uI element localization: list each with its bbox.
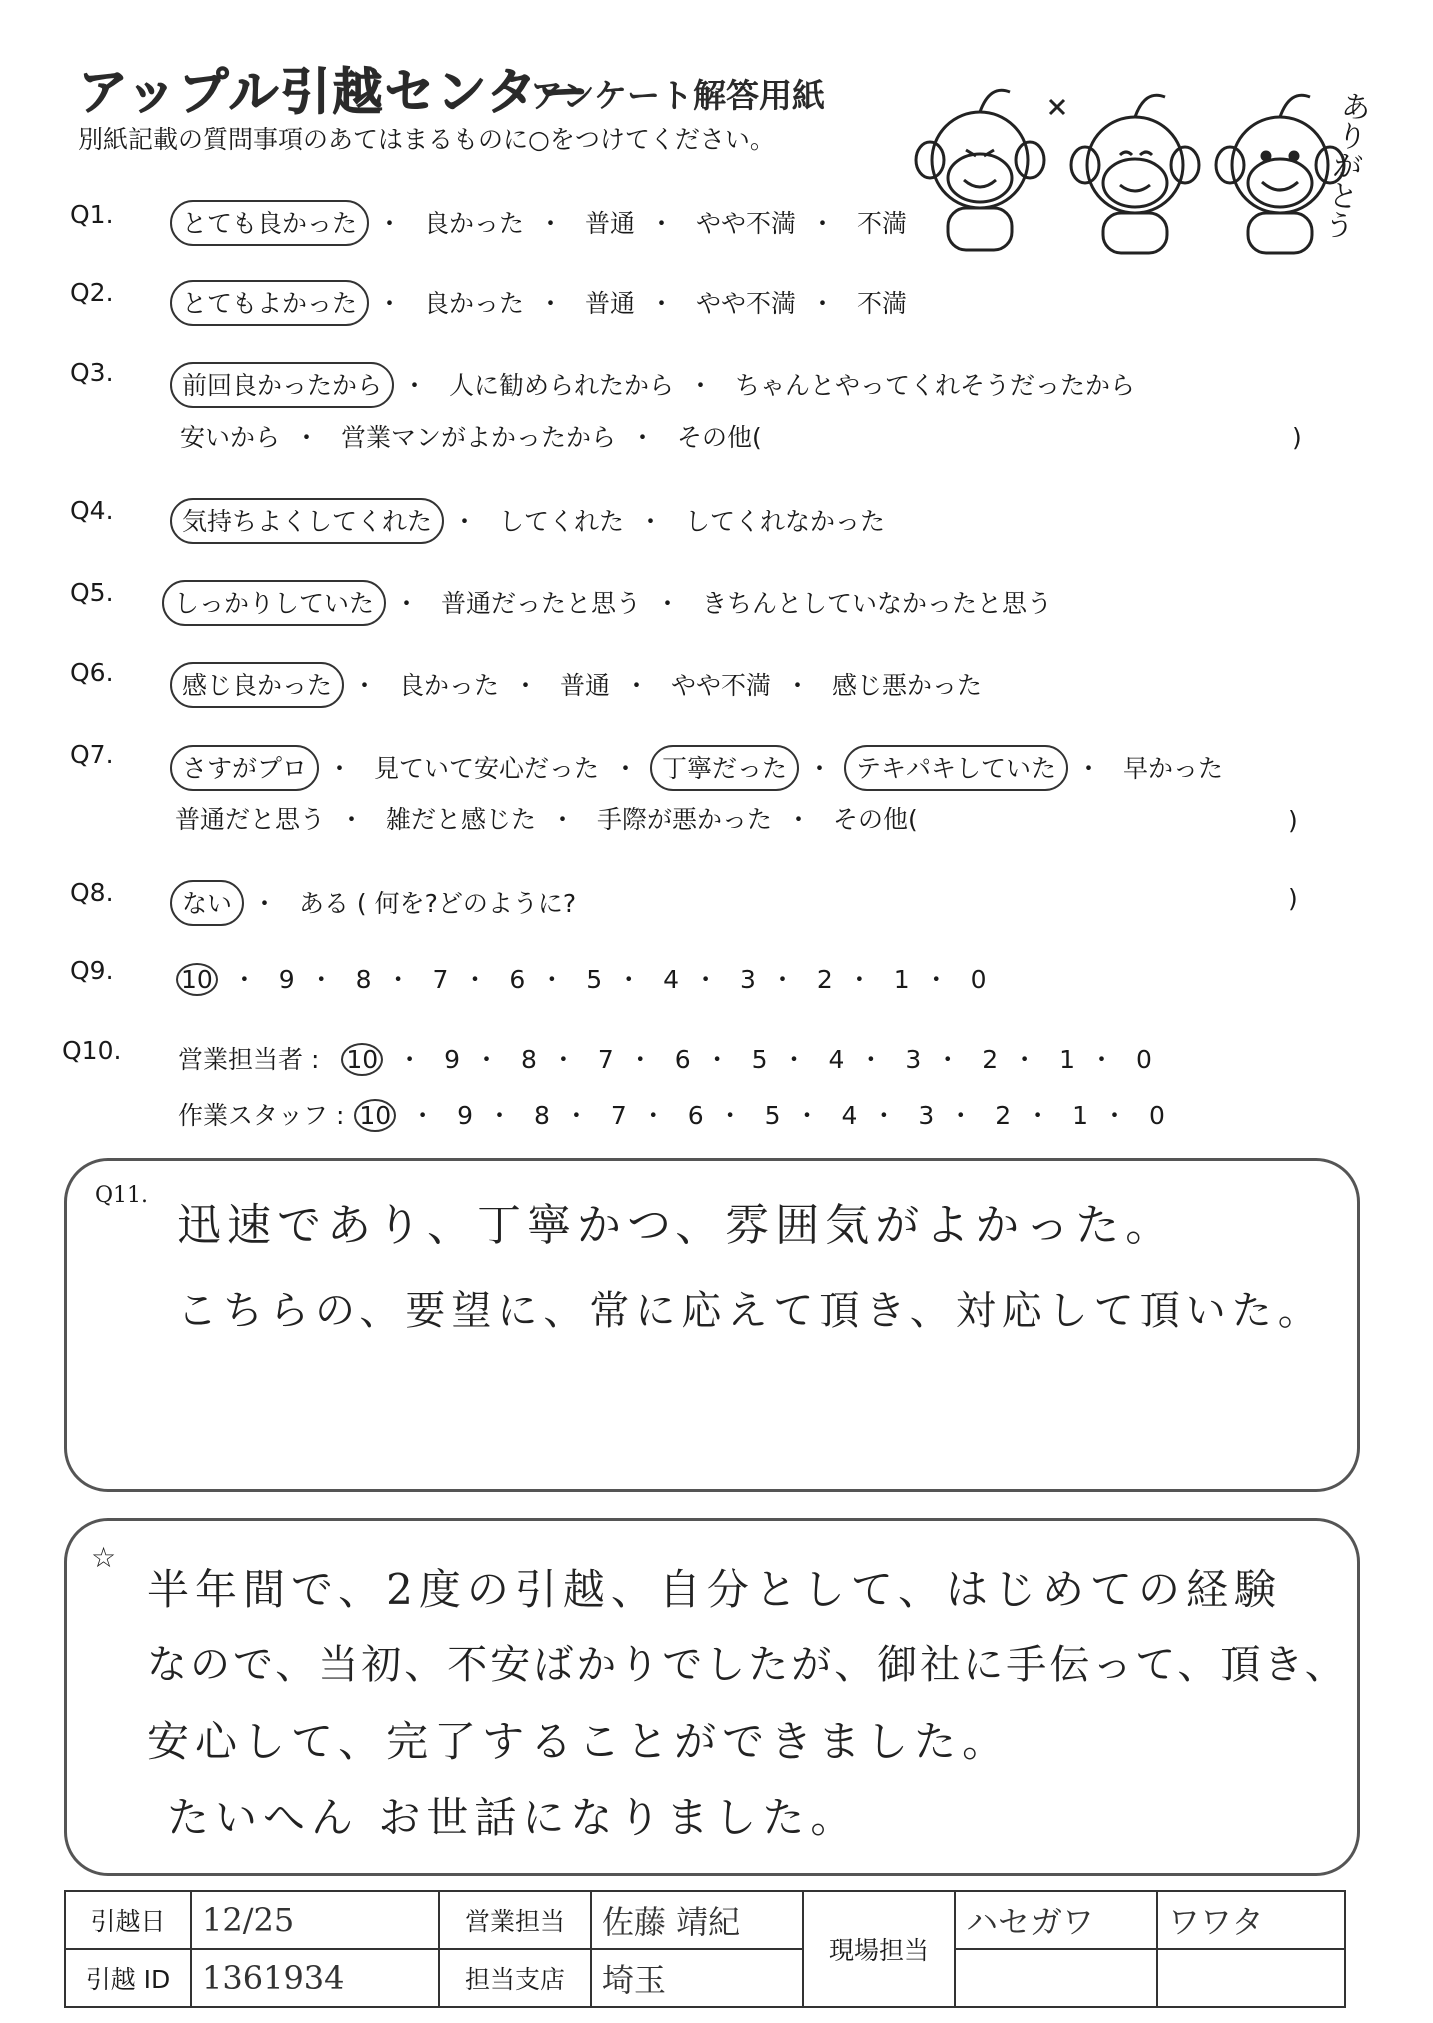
q3-option-1[interactable]: 前回良かったから [170, 362, 394, 408]
q7-option-1[interactable]: さすがプロ [170, 745, 319, 791]
q11-answer-line-2: こちらの、要望に、常に応えて頂き、対応して頂いた。 [177, 1288, 1324, 1334]
q7-option-9[interactable]: その他( [832, 805, 918, 834]
q9-score-6[interactable]: 6 [509, 965, 526, 994]
q5-options: しっかりしていた ・ 普通だったと思う ・ きちんとしていなかったと思う [172, 580, 1052, 626]
q5-option-1[interactable]: しっかりしていた [162, 580, 386, 626]
move-id-value: 1361934 [191, 1949, 439, 2007]
q2-option-3[interactable]: 普通 [584, 289, 635, 318]
q6-option-4[interactable]: やや不満 [670, 671, 771, 700]
q8-label: Q8. [70, 878, 114, 907]
site-empty-1 [955, 1949, 1157, 2007]
sales-name-value: 佐藤 靖紀 [591, 1891, 803, 1949]
q1-option-5[interactable]: 不満 [856, 209, 907, 238]
q10-sales-score-3[interactable]: 3 [905, 1045, 922, 1074]
q3-options-line2: 安いから ・ 営業マンがよかったから ・ その他( [180, 418, 762, 454]
q5-label: Q5. [70, 578, 114, 607]
star-icon: ☆ [91, 1541, 117, 1574]
q7-label: Q7. [70, 740, 114, 769]
form-subtitle: アンケート解答用紙 [530, 76, 826, 115]
q8-option-2[interactable]: ある ( 何を?どのように? [298, 889, 577, 918]
q7-option-5[interactable]: 早かった [1122, 754, 1223, 783]
monkey-mascot-left [916, 90, 1044, 250]
q11-label: Q11. [95, 1183, 149, 1208]
q2-label: Q2. [70, 278, 114, 307]
q10-staff-score-10[interactable]: 10 [354, 1099, 396, 1132]
arigatou-text: ありがとう [1316, 88, 1373, 242]
q9-score-9[interactable]: 9 [278, 965, 295, 994]
q10-sales-score-5[interactable]: 5 [751, 1045, 768, 1074]
q3-option-4[interactable]: 安いから [180, 423, 281, 452]
move-id-label: 引越 ID [65, 1949, 191, 2007]
q10-sales-score-9[interactable]: 9 [444, 1045, 461, 1074]
company-title: アップル引越センター [78, 63, 591, 121]
instructions: 別紙記載の質問事項のあてはまるものに○をつけてください。 [78, 125, 775, 154]
q3-label: Q3. [70, 358, 114, 387]
q3-option-6[interactable]: その他( [676, 423, 762, 452]
q7-option-4[interactable]: テキパキしていた [844, 745, 1068, 791]
q2-option-5[interactable]: 不満 [856, 289, 907, 318]
q10-sales-score-10[interactable]: 10 [341, 1043, 383, 1076]
monkey-mascot-middle [1050, 95, 1199, 253]
q10-staff-score-1[interactable]: 1 [1072, 1101, 1089, 1130]
q7-option-7[interactable]: 雑だと感じた [385, 805, 536, 834]
q6-option-1[interactable]: 感じ良かった [170, 662, 344, 708]
q11-answer-box [64, 1158, 1360, 1492]
q10-sales-score-8[interactable]: 8 [520, 1045, 537, 1074]
q9-score-2[interactable]: 2 [816, 965, 833, 994]
q9-score-0[interactable]: 0 [970, 965, 987, 994]
q8-options: ない ・ ある ( 何を?どのように? [180, 880, 576, 926]
q3-option-2[interactable]: 人に勧められたから [448, 371, 674, 400]
q4-option-2[interactable]: してくれた [498, 507, 624, 536]
q10-sales-score-0[interactable]: 0 [1135, 1045, 1152, 1074]
q10-staff-score-9[interactable]: 9 [457, 1101, 474, 1130]
q10-label: Q10. [62, 1036, 122, 1065]
q6-label: Q6. [70, 658, 114, 687]
q10-sales-row: 営業担当者 : 10 ・ 9 ・ 8 ・ 7 ・ 6 ・ 5 ・ 4 ・ 3 ・ 2 ・ 1 ・ 0 [178, 1040, 1152, 1076]
q10-staff-score-2[interactable]: 2 [995, 1101, 1012, 1130]
q6-option-5[interactable]: 感じ悪かった [831, 671, 982, 700]
q9-scale: 10 ・ 9 ・ 8 ・ 7 ・ 6 ・ 5 ・ 4 ・ 3 ・ 2 ・ 1 ・ 0 [180, 960, 987, 996]
q10-staff-score-6[interactable]: 6 [687, 1101, 704, 1130]
q3-close-paren: ) [1292, 423, 1302, 452]
q6-options: 感じ良かった ・ 良かった ・ 普通 ・ やや不満 ・ 感じ悪かった [180, 662, 982, 708]
q10-staff-row: 作業スタッフ : 10 ・ 9 ・ 8 ・ 7 ・ 6 ・ 5 ・ 4 ・ 3 ・ 2 ・ 1 ・ 0 [178, 1096, 1165, 1132]
q2-option-1[interactable]: とてもよかった [170, 280, 369, 326]
q11-answer-line-1: 迅速であり、丁寧かつ、雰囲気がよかった。 [177, 1200, 1176, 1251]
q8-close-paren: ) [1288, 884, 1298, 913]
sales-label: 営業担当 [439, 1891, 591, 1949]
q10-sales-score-1[interactable]: 1 [1059, 1045, 1076, 1074]
q7-option-8[interactable]: 手際が悪かった [596, 805, 772, 834]
q7-option-6[interactable]: 普通だと思う [175, 805, 326, 834]
q5-option-3[interactable]: きちんとしていなかったと思う [701, 589, 1052, 618]
monkey-mascots-illustration [900, 60, 1380, 260]
site-name-2: ワワタ [1157, 1891, 1345, 1949]
q10-staff-score-0[interactable]: 0 [1148, 1101, 1165, 1130]
site-empty-2 [1157, 1949, 1345, 2007]
q2-options: とてもよかった ・ 良かった ・ 普通 ・ やや不満 ・ 不満 [180, 280, 907, 326]
site-label: 現場担当 [803, 1891, 955, 2007]
q10-sales-score-7[interactable]: 7 [597, 1045, 614, 1074]
q10-staff-score-4[interactable]: 4 [841, 1101, 858, 1130]
q9-score-10[interactable]: 10 [176, 963, 218, 996]
q5-option-2[interactable]: 普通だったと思う [440, 589, 641, 618]
q2-option-2[interactable]: 良かった [423, 289, 524, 318]
q4-label: Q4. [70, 496, 114, 525]
q10-sales-score-4[interactable]: 4 [828, 1045, 845, 1074]
branch-label: 担当支店 [439, 1949, 591, 2007]
q10-sales-score-6[interactable]: 6 [674, 1045, 691, 1074]
q9-score-5[interactable]: 5 [586, 965, 603, 994]
q1-option-1[interactable]: とても良かった [170, 200, 369, 246]
move-date-label: 引越日 [65, 1891, 191, 1949]
q6-option-2[interactable]: 良かった [398, 671, 499, 700]
comment-line-2: なので、当初、不安ばかりでしたが、御社に手伝って、頂き、 [147, 1642, 1348, 1688]
q9-score-4[interactable]: 4 [663, 965, 680, 994]
q10-staff-score-3[interactable]: 3 [918, 1101, 935, 1130]
q3-option-5[interactable]: 営業マンがよかったから [340, 423, 616, 452]
comment-line-4: たいへん お世話になりました。 [167, 1793, 859, 1842]
q1-option-3[interactable]: 普通 [584, 209, 635, 238]
q9-score-7[interactable]: 7 [432, 965, 449, 994]
q9-score-3[interactable]: 3 [740, 965, 756, 994]
q9-score-1[interactable]: 1 [893, 965, 910, 994]
q10-sales-label: 営業担当者 : [178, 1045, 320, 1074]
q10-staff-score-8[interactable]: 8 [533, 1101, 550, 1130]
comment-line-3: 安心して、完了することができました。 [147, 1717, 1011, 1766]
q3-options-line1: 前回良かったから ・ 人に勧められたから ・ ちゃんとやってくれそうだったから [180, 362, 1135, 408]
q7-option-2[interactable]: 見ていて安心だった [373, 754, 599, 783]
q6-option-3[interactable]: 普通 [559, 671, 610, 700]
branch-value: 埼玉 [591, 1949, 803, 2007]
q10-sales-score-2[interactable]: 2 [982, 1045, 999, 1074]
q7-options-line2: 普通だと思う ・ 雑だと感じた ・ 手際が悪かった ・ その他( [175, 800, 918, 836]
q3-option-3[interactable]: ちゃんとやってくれそうだったから [734, 371, 1135, 400]
q8-option-1[interactable]: ない [170, 880, 244, 926]
comment-box [64, 1518, 1360, 1876]
q1-label: Q1. [70, 200, 114, 229]
q9-label: Q9. [70, 956, 114, 985]
q2-option-4[interactable]: やや不満 [695, 289, 796, 318]
site-name-1: ハセガワ [955, 1891, 1157, 1949]
q1-option-4[interactable]: やや不満 [695, 209, 796, 238]
move-date-value: 12/25 [191, 1891, 439, 1949]
q4-options: 気持ちよくしてくれた ・ してくれた ・ してくれなかった [180, 498, 885, 544]
q7-option-3[interactable]: 丁寧だった [650, 745, 799, 791]
q10-staff-score-5[interactable]: 5 [764, 1101, 781, 1130]
q10-staff-score-7[interactable]: 7 [610, 1101, 627, 1130]
q7-close-paren: ) [1288, 806, 1298, 835]
q7-options-line1: さすがプロ ・ 見ていて安心だった ・ 丁寧だった ・ テキパキしていた ・ 早かった [180, 745, 1223, 791]
q10-staff-label: 作業スタッフ : [178, 1101, 345, 1130]
q1-options: とても良かった ・ 良かった ・ 普通 ・ やや不満 ・ 不満 [180, 200, 907, 246]
q1-option-2[interactable]: 良かった [423, 209, 524, 238]
q4-option-1[interactable]: 気持ちよくしてくれた [170, 498, 444, 544]
comment-line-1: 半年間で、2度の引越、自分として、はじめての経験 [147, 1565, 1283, 1614]
q9-score-8[interactable]: 8 [355, 965, 372, 994]
q4-option-3[interactable]: してくれなかった [684, 507, 885, 536]
footer-info-table [64, 1890, 1346, 2008]
